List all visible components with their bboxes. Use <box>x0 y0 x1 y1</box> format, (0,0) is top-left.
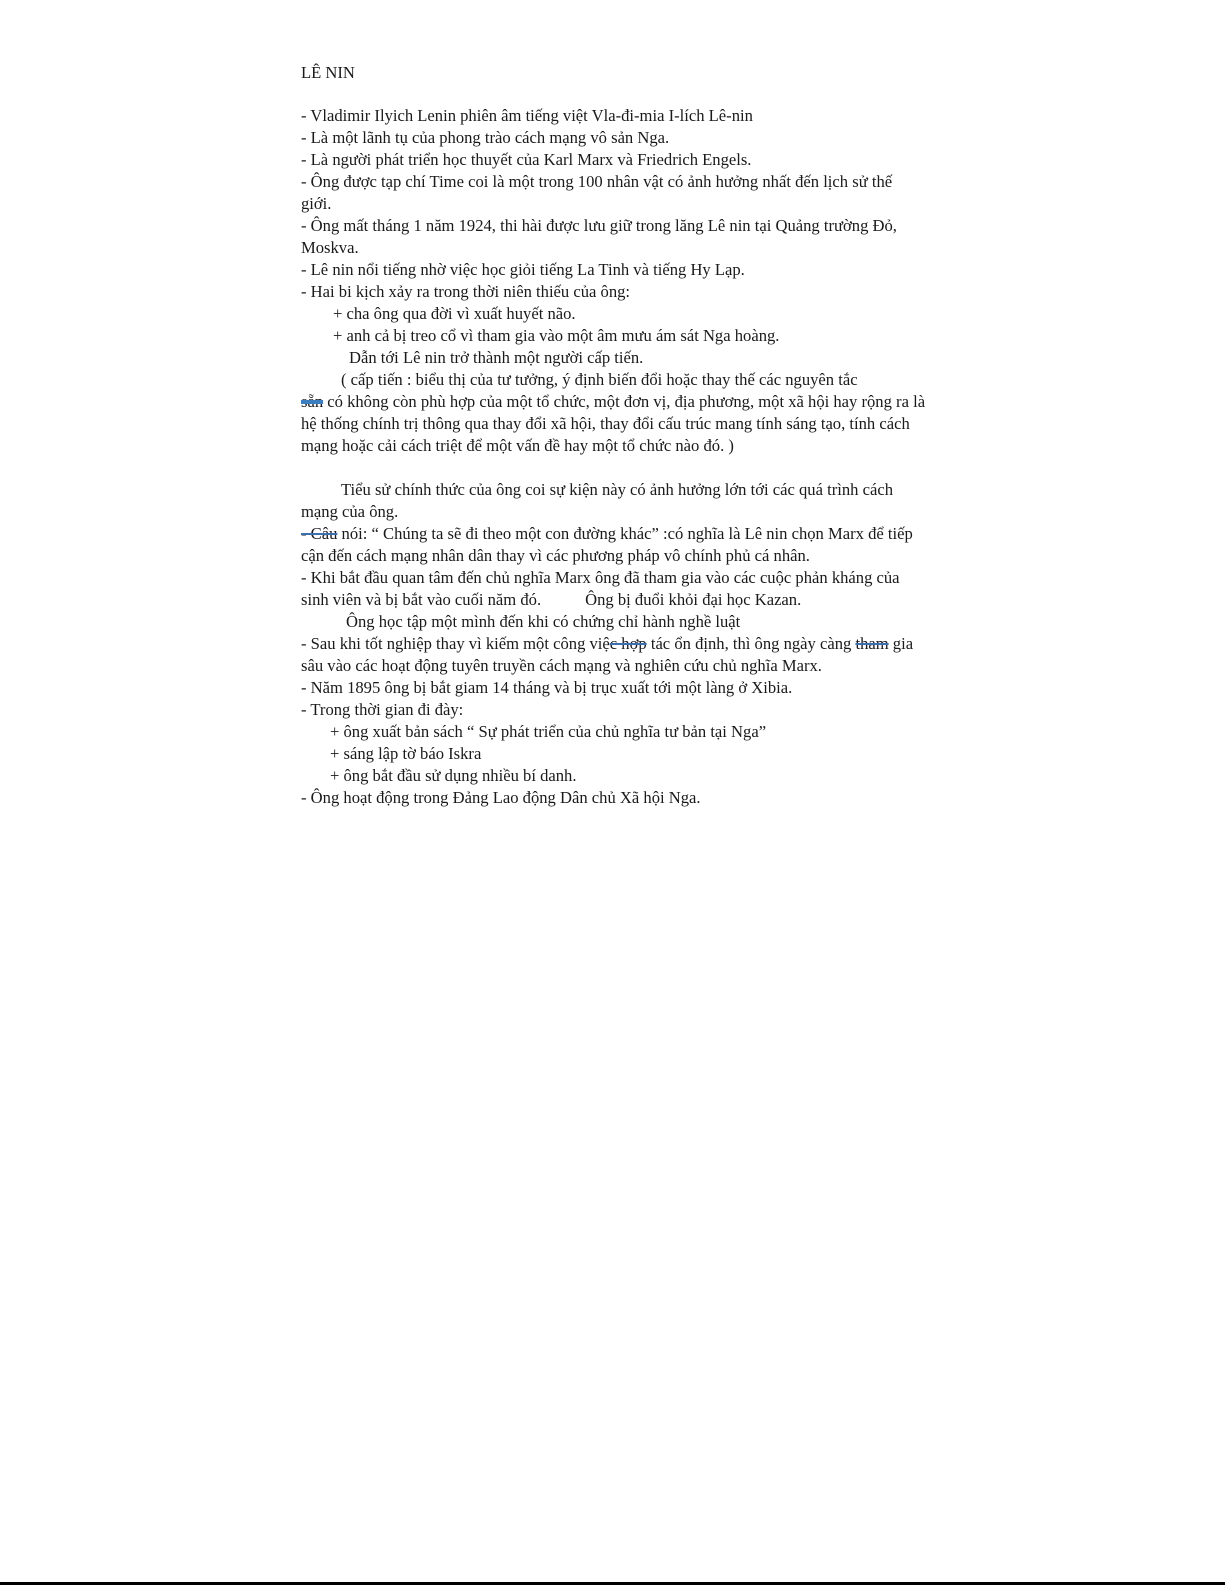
line-marx-protests-text: - Khi bắt đầu quan tâm đến chủ nghĩa Marx ông đã tham gia vào các cuộc phản kháng của sinh viên và bị bắt vào cuối năm đó. <box>301 568 900 609</box>
line-brother-hanged: + anh cả bị treo cổ vì tham gia vào một âm mưu ám sát Nga hoàng. <box>333 326 780 345</box>
line-iskra: + sáng lập tờ báo Iskra <box>330 744 482 763</box>
line-pseudonyms: + ông bắt đầu sử dụng nhiều bí danh. <box>330 766 577 785</box>
line-biography-text: Tiểu sử chính thức của ông coi sự kiện này có ảnh hưởng lớn tới các quá trình cách mạng của ông. <box>301 480 893 521</box>
struck-word: - Câu <box>301 524 338 543</box>
line-self-study: Ông học tập một mình đến khi có chứng chỉ hành nghề luật <box>346 612 741 631</box>
line-book: + ông xuất bản sách “ Sự phát triển của chủ nghĩa tư bản tại Nga” <box>330 722 767 741</box>
line-arrest-1895: - Năm 1895 ông bị bắt giam 14 tháng và bị trục xuất tới một làng ở Xibia. <box>301 678 793 697</box>
line-developer-marx: - Là người phát triển học thuyết của Karl Marx và Friedrich Engels. <box>301 150 752 169</box>
highlighted-strike-word: sẵn <box>301 392 324 411</box>
line-radical-definition-cont <box>301 391 926 457</box>
line-tragedies: - Hai bi kịch xảy ra trong thời niên thiếu của ông: <box>301 282 631 301</box>
line-quote <box>301 523 926 567</box>
line-became-radical: Dẫn tới Lê nin trở thành một người cấp tiến. <box>349 348 644 367</box>
line-leader: - Là một lãnh tụ của phong trào cách mạng vô sản Nga. <box>301 128 670 147</box>
line-time-magazine: - Ông được tạp chí Time coi là một trong 100 nhân vật có ảnh hưởng nhất đến lịch sử thế giới. <box>301 172 893 213</box>
line-languages: - Lê nin nổi tiếng nhờ việc học giỏi tiếng La Tinh và tiếng Hy Lạp. <box>301 260 745 279</box>
line-quote-rest: nói: “ Chúng ta sẽ đi theo một con đường khác” :có nghĩa là Lê nin chọn Marx để tiếp cận đến cách mạng nhân dân thay vì các phương pháp vô chính phủ cá nhân. <box>301 524 913 565</box>
line-radical-definition: ( cấp tiến : biểu thị của tư tưởng, ý định biến đổi hoặc thay thế các nguyên tắc <box>341 370 858 389</box>
line-father-death: + cha ông qua đời vì xuất huyết não. <box>333 304 576 323</box>
line-death: - Ông mất tháng 1 năm 1924, thi hài được lưu giữ trong lăng Lê nin tại Quảng trường Đỏ, Moskva. <box>301 216 897 257</box>
line-exile: - Trong thời gian đi đày: <box>301 700 464 719</box>
document-body <box>301 62 926 809</box>
paragraph-gap <box>301 457 926 479</box>
struck-word: c hợp <box>609 634 647 653</box>
line-party: - Ông hoạt động trong Đảng Lao động Dân chủ Xã hội Nga. <box>301 788 701 807</box>
line-name-transliteration: - Vladimir Ilyich Lenin phiên âm tiếng việt Vla-đi-mia I-lích Lê-nin <box>301 106 753 125</box>
struck-word: tham <box>855 634 889 653</box>
line-expelled-kazan: Ông bị đuổi khỏi đại học Kazan. <box>585 590 802 609</box>
document-title: LÊ NIN <box>301 63 355 82</box>
line-after-graduation: - Sau khi tốt nghiệp thay vì kiếm một công việc hợp tác ổn định, thì ông ngày càng tham gia sâu vào các hoạt động tuyên truyền cách mạng và nghiên cứu chủ nghĩa Marx. <box>301 634 914 675</box>
line-radical-definition-rest: có không còn phù hợp của một tổ chức, một đơn vị, địa phương, một xã hội hay rộng ra là hệ thống chính trị thông qua thay đổi xã hội, thay đổi cấu trúc mang tính sáng tạo, tính cách mạng hoặc cải cách triệt để một vấn đề hay một tổ chức nào đó. ) <box>301 392 926 455</box>
line-biography <box>301 479 926 523</box>
line-marx-protests <box>301 567 926 611</box>
